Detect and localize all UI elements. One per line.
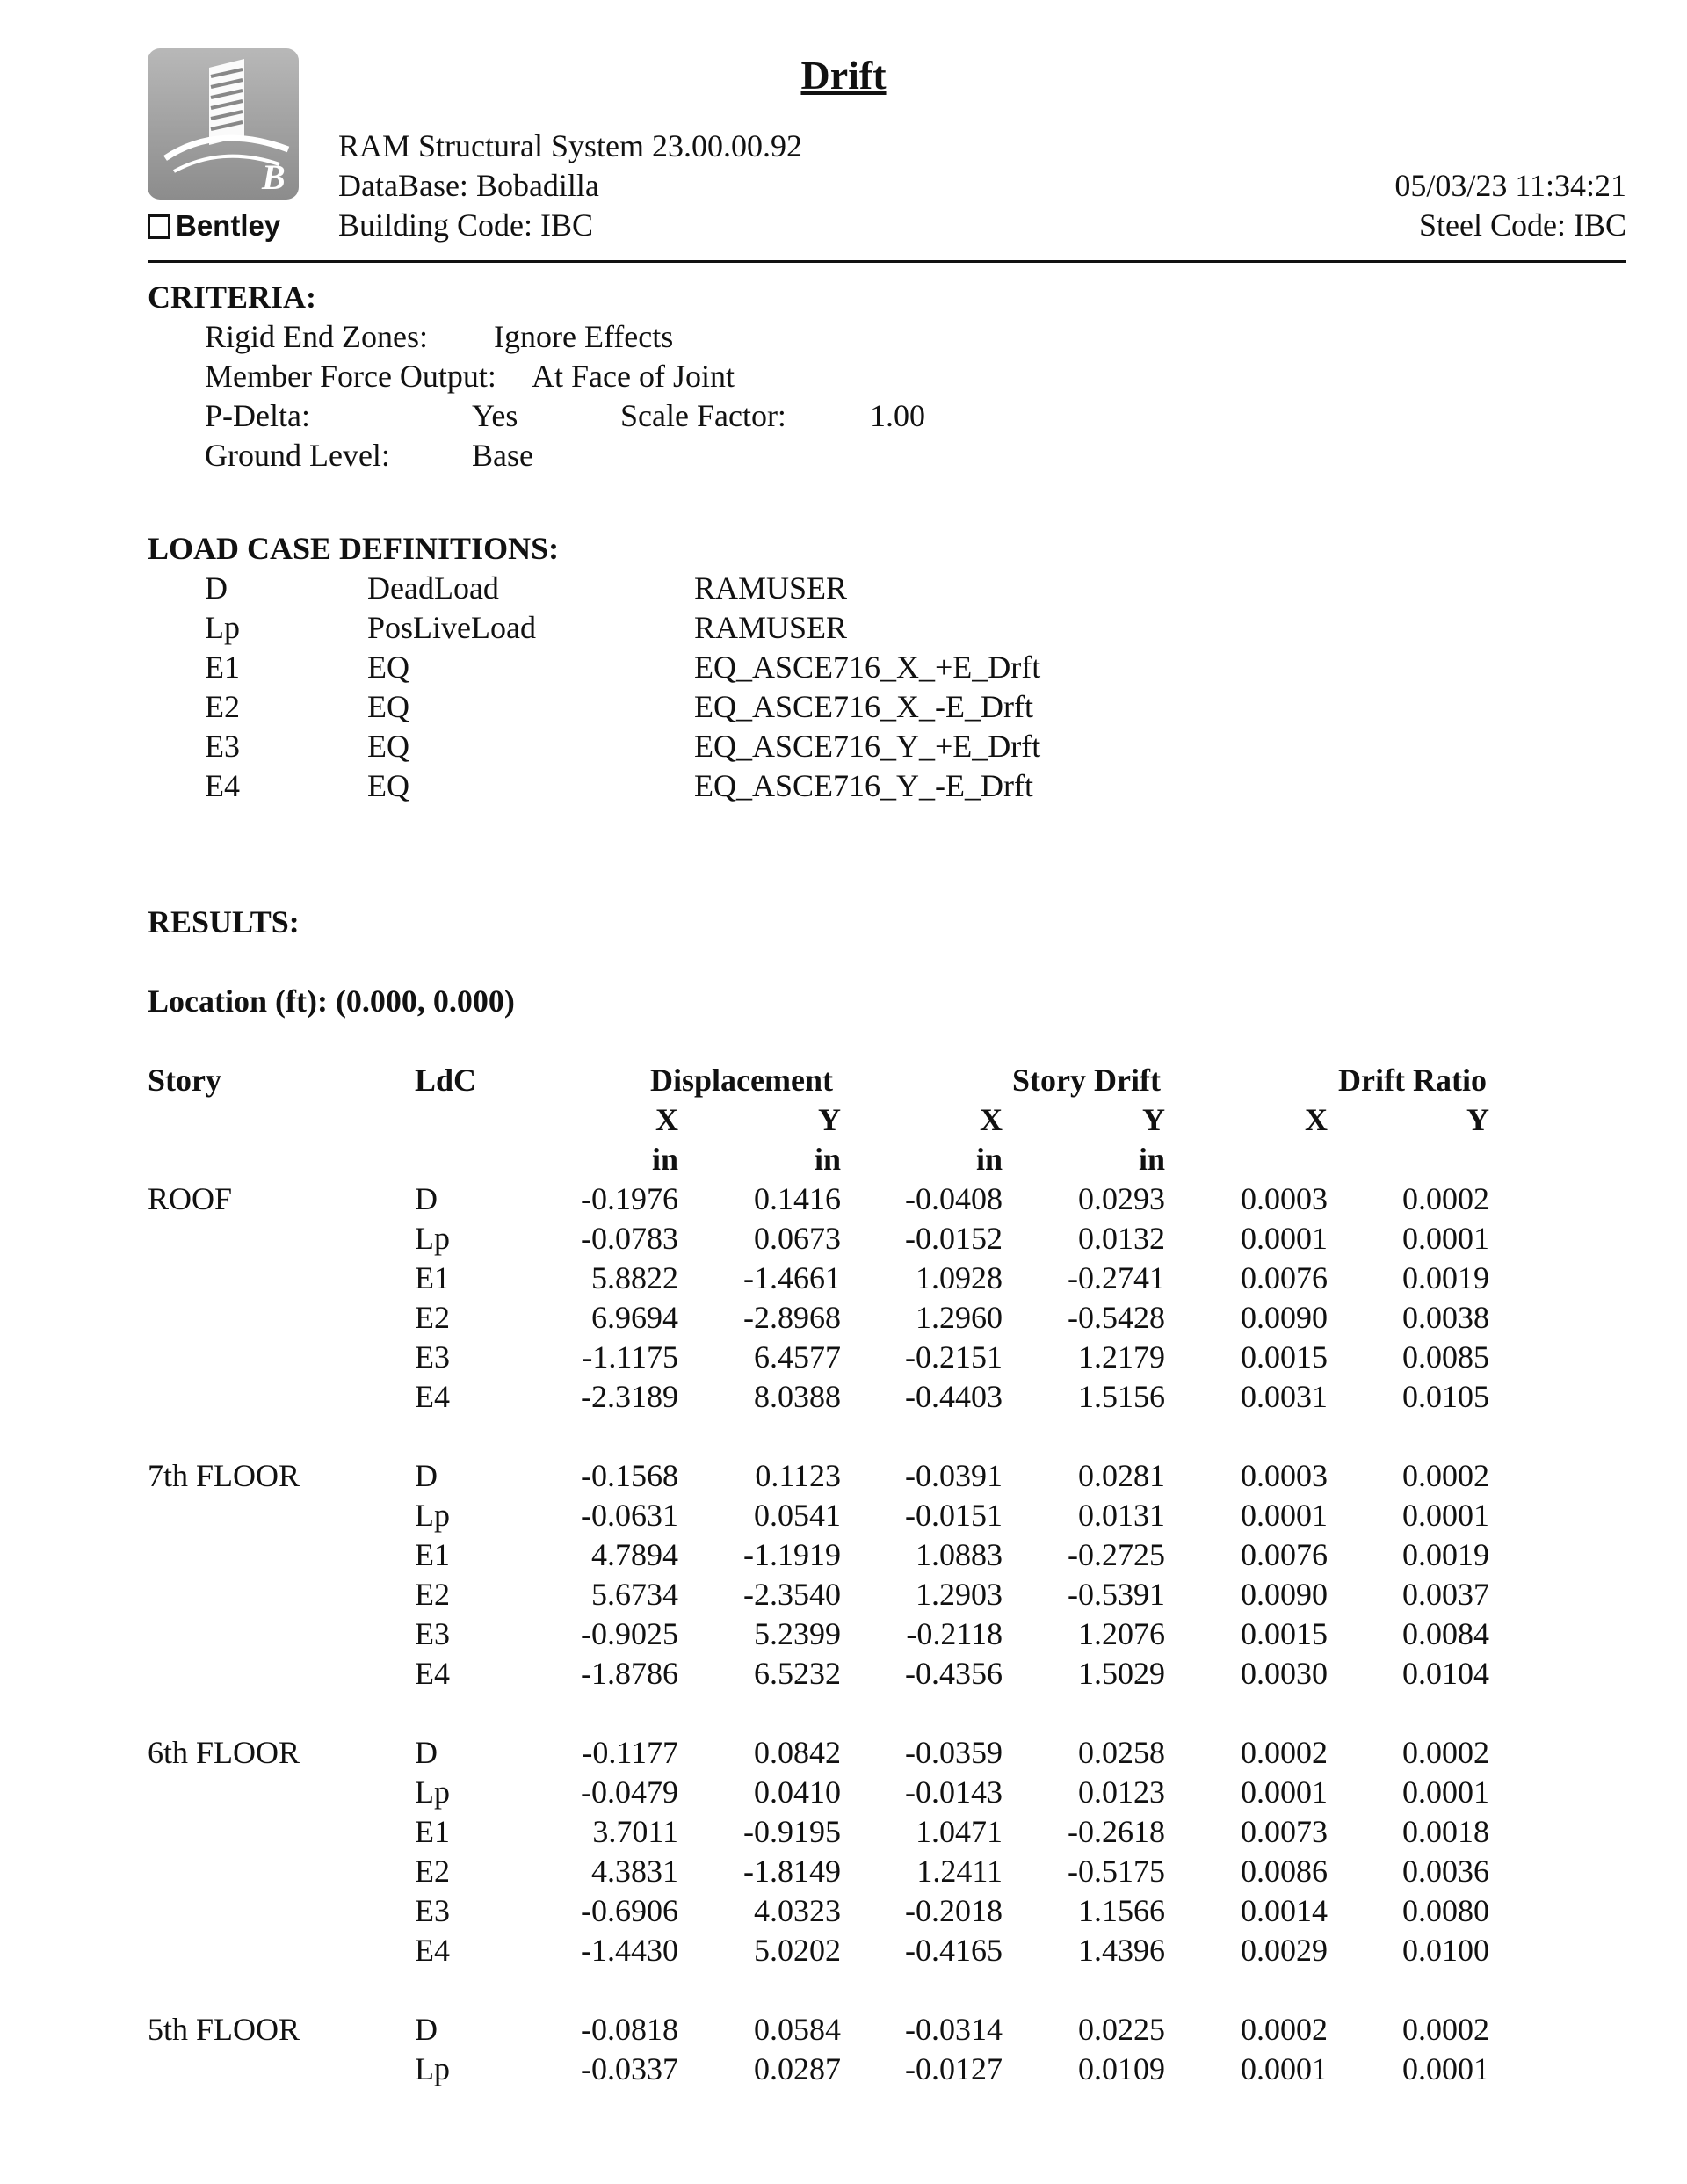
value-cell: 0.0037	[1402, 1577, 1489, 1612]
value-cell: -1.1919	[743, 1537, 841, 1572]
load-combination: E3	[415, 1893, 450, 1928]
load-case-id: Lp	[205, 610, 240, 645]
value-cell: -0.2018	[905, 1893, 1003, 1928]
value-cell: 1.0883	[916, 1537, 1003, 1572]
value-cell: 0.0003	[1241, 1458, 1328, 1493]
ground-level-label: Ground Level:	[205, 438, 390, 473]
value-cell: -0.2741	[1068, 1260, 1165, 1295]
value-cell: 0.0036	[1402, 1854, 1489, 1889]
load-combination: E2	[415, 1577, 450, 1612]
header-divider	[148, 260, 1626, 263]
value-cell: 0.0090	[1241, 1300, 1328, 1335]
rigid-end-zones-label: Rigid End Zones:	[205, 319, 428, 354]
value-cell: -1.8149	[743, 1854, 841, 1889]
value-cell: 0.0001	[1402, 1221, 1489, 1256]
database-name: DataBase: Bobadilla	[338, 168, 599, 203]
load-case-type: EQ	[367, 729, 409, 764]
load-case-name: RAMUSER	[694, 570, 848, 606]
load-combination: Lp	[415, 2051, 450, 2086]
value-cell: 0.0029	[1241, 1933, 1328, 1968]
load-case-type: EQ	[367, 649, 409, 685]
value-cell: -0.0408	[905, 1181, 1003, 1216]
value-cell: 0.0076	[1241, 1260, 1328, 1295]
value-cell: -0.9025	[581, 1616, 678, 1651]
story-name: 7th FLOOR	[148, 1458, 300, 1493]
value-cell: -0.2151	[905, 1339, 1003, 1375]
load-combination: E3	[415, 1616, 450, 1651]
bentley-logo: Bentley	[148, 208, 280, 243]
value-cell: -0.1568	[581, 1458, 678, 1493]
value-cell: -0.0314	[905, 2012, 1003, 2047]
value-cell: -0.0152	[905, 1221, 1003, 1256]
load-combination: E2	[415, 1300, 450, 1335]
value-cell: 0.0090	[1241, 1577, 1328, 1612]
col-subheader-unit: in	[651, 1142, 678, 1177]
load-combination: E3	[415, 1339, 450, 1375]
load-combination: D	[415, 1458, 438, 1493]
value-cell: 0.0104	[1402, 1656, 1489, 1691]
member-force-output-label: Member Force Output:	[205, 359, 496, 394]
value-cell: 0.0085	[1402, 1339, 1489, 1375]
load-combination: D	[415, 2012, 438, 2047]
value-cell: -0.0391	[905, 1458, 1003, 1493]
page-title: Drift	[800, 53, 887, 98]
report-datetime: 05/03/23 11:34:21	[1394, 168, 1626, 203]
value-cell: 6.5232	[754, 1656, 841, 1691]
value-cell: -0.4356	[905, 1656, 1003, 1691]
value-cell: 5.6734	[591, 1577, 678, 1612]
value-cell: 0.0080	[1402, 1893, 1489, 1928]
value-cell: -0.0479	[581, 1774, 678, 1810]
value-cell: 4.7894	[591, 1537, 678, 1572]
value-cell: 0.0673	[754, 1221, 841, 1256]
value-cell: 0.0018	[1402, 1814, 1489, 1849]
value-cell: 4.0323	[754, 1893, 841, 1928]
value-cell: -0.0818	[581, 2012, 678, 2047]
load-combination: E4	[415, 1656, 450, 1691]
load-combination: E4	[415, 1933, 450, 1968]
col-subheader-unit: in	[975, 1142, 1003, 1177]
load-combination: Lp	[415, 1774, 450, 1810]
value-cell: -0.0143	[905, 1774, 1003, 1810]
value-cell: 5.2399	[754, 1616, 841, 1651]
value-cell: -0.1177	[582, 1735, 678, 1770]
ground-level-value: Base	[472, 438, 533, 473]
col-header-story: Story	[148, 1063, 221, 1098]
value-cell: 0.0086	[1241, 1854, 1328, 1889]
value-cell: -2.8968	[743, 1300, 841, 1335]
story-name: 5th FLOOR	[148, 2012, 300, 2047]
value-cell: -0.2725	[1068, 1537, 1165, 1572]
load-combination: D	[415, 1735, 438, 1770]
load-combination: E2	[415, 1854, 450, 1889]
value-cell: -1.4430	[581, 1933, 678, 1968]
value-cell: 1.4396	[1078, 1933, 1165, 1968]
value-cell: 0.0293	[1078, 1181, 1165, 1216]
value-cell: 1.2903	[916, 1577, 1003, 1612]
value-cell: 0.0109	[1078, 2051, 1165, 2086]
load-combination: Lp	[415, 1498, 450, 1533]
program-version: RAM Structural System 23.00.00.92	[338, 128, 802, 163]
col-subheader-axis: Y	[818, 1102, 841, 1137]
value-cell: 0.0001	[1241, 1774, 1328, 1810]
load-combination: E1	[415, 1537, 450, 1572]
value-cell: 0.0001	[1241, 2051, 1328, 2086]
value-cell: -0.2118	[906, 1616, 1003, 1651]
value-cell: -1.8786	[581, 1656, 678, 1691]
value-cell: 0.0001	[1241, 1498, 1328, 1533]
value-cell: 6.4577	[754, 1339, 841, 1375]
col-subheader-axis: X	[980, 1102, 1003, 1137]
value-cell: 0.0131	[1078, 1498, 1165, 1533]
value-cell: 3.7011	[592, 1814, 678, 1849]
value-cell: -0.2618	[1068, 1814, 1165, 1849]
col-header-drift-ratio: Drift Ratio	[1338, 1063, 1487, 1098]
value-cell: 1.2076	[1078, 1616, 1165, 1651]
value-cell: -0.5428	[1068, 1300, 1165, 1335]
load-case-id: E4	[205, 768, 240, 803]
building-code: Building Code: IBC	[338, 207, 594, 243]
value-cell: 0.0225	[1078, 2012, 1165, 2047]
value-cell: 0.0031	[1241, 1379, 1328, 1414]
value-cell: 0.0287	[754, 2051, 841, 2086]
load-case-type: EQ	[367, 768, 409, 803]
value-cell: -2.3189	[581, 1379, 678, 1414]
col-header-ldc: LdC	[415, 1063, 477, 1098]
load-case-id: D	[205, 570, 228, 606]
value-cell: 0.0100	[1402, 1933, 1489, 1968]
value-cell: 1.2960	[916, 1300, 1003, 1335]
value-cell: -1.4661	[743, 1260, 841, 1295]
load-case-id: E1	[205, 649, 240, 685]
value-cell: 0.0001	[1402, 1774, 1489, 1810]
value-cell: 0.0084	[1402, 1616, 1489, 1651]
value-cell: -0.0127	[905, 2051, 1003, 2086]
value-cell: 5.8822	[591, 1260, 678, 1295]
value-cell: 1.5029	[1078, 1656, 1165, 1691]
col-subheader-axis: Y	[1466, 1102, 1489, 1137]
value-cell: 0.0015	[1241, 1616, 1328, 1651]
value-cell: -0.4165	[905, 1933, 1003, 1968]
value-cell: -2.3540	[743, 1577, 841, 1612]
load-case-name: EQ_ASCE716_X_+E_Drft	[694, 649, 1041, 685]
col-subheader-axis: Y	[1142, 1102, 1165, 1137]
load-case-name: RAMUSER	[694, 610, 848, 645]
value-cell: 6.9694	[591, 1300, 678, 1335]
value-cell: -0.0359	[905, 1735, 1003, 1770]
value-cell: -0.0151	[905, 1498, 1003, 1533]
value-cell: -1.1175	[582, 1339, 678, 1375]
value-cell: 5.0202	[754, 1933, 841, 1968]
load-combination: E1	[415, 1260, 450, 1295]
value-cell: 0.1416	[754, 1181, 841, 1216]
value-cell: 4.3831	[591, 1854, 678, 1889]
value-cell: 0.0030	[1241, 1656, 1328, 1691]
svg-text:B: B	[262, 157, 286, 197]
col-header-displacement: Displacement	[650, 1063, 833, 1098]
story-name: ROOF	[148, 1181, 233, 1216]
value-cell: 0.0002	[1402, 2012, 1489, 2047]
col-header-story-drift: Story Drift	[1012, 1063, 1161, 1098]
value-cell: 1.1566	[1078, 1893, 1165, 1928]
value-cell: -0.5175	[1068, 1854, 1165, 1889]
value-cell: 0.0584	[754, 2012, 841, 2047]
value-cell: 0.0258	[1078, 1735, 1165, 1770]
value-cell: 0.0541	[754, 1498, 841, 1533]
value-cell: 0.0132	[1078, 1221, 1165, 1256]
bentley-mark-icon	[148, 214, 170, 239]
value-cell: 0.0001	[1402, 2051, 1489, 2086]
value-cell: 0.0105	[1402, 1379, 1489, 1414]
load-case-name: EQ_ASCE716_Y_+E_Drft	[694, 729, 1041, 764]
rigid-end-zones-value: Ignore Effects	[494, 319, 674, 354]
load-combination: D	[415, 1181, 438, 1216]
value-cell: 0.0001	[1402, 1498, 1489, 1533]
value-cell: -0.5391	[1068, 1577, 1165, 1612]
value-cell: 1.0928	[916, 1260, 1003, 1295]
steel-code: Steel Code: IBC	[1419, 207, 1626, 243]
col-subheader-unit: in	[1138, 1142, 1165, 1177]
value-cell: -0.4403	[905, 1379, 1003, 1414]
value-cell: -0.9195	[743, 1814, 841, 1849]
load-case-name: EQ_ASCE716_Y_-E_Drft	[694, 768, 1033, 803]
p-delta-value: Yes	[472, 398, 518, 433]
value-cell: 0.0019	[1402, 1537, 1489, 1572]
scale-factor-label: Scale Factor:	[620, 398, 786, 433]
load-case-name: EQ_ASCE716_X_-E_Drft	[694, 689, 1033, 724]
value-cell: 1.5156	[1078, 1379, 1165, 1414]
load-case-id: E2	[205, 689, 240, 724]
value-cell: 0.0002	[1402, 1458, 1489, 1493]
scale-factor-value: 1.00	[870, 398, 925, 433]
value-cell: 0.0014	[1241, 1893, 1328, 1928]
load-case-id: E3	[205, 729, 240, 764]
value-cell: -0.6906	[581, 1893, 678, 1928]
load-combination: Lp	[415, 1221, 450, 1256]
p-delta-label: P-Delta:	[205, 398, 310, 433]
value-cell: 0.0123	[1078, 1774, 1165, 1810]
col-subheader-axis: X	[1305, 1102, 1328, 1137]
location-label: Location (ft): (0.000, 0.000)	[148, 983, 515, 1019]
value-cell: 0.0001	[1241, 1221, 1328, 1256]
value-cell: 1.0471	[916, 1814, 1003, 1849]
value-cell: -0.0337	[581, 2051, 678, 2086]
value-cell: 1.2411	[916, 1854, 1003, 1889]
value-cell: 1.2179	[1078, 1339, 1165, 1375]
load-case-type: EQ	[367, 689, 409, 724]
col-subheader-unit: in	[814, 1142, 841, 1177]
value-cell: 0.0073	[1241, 1814, 1328, 1849]
value-cell: 0.0002	[1402, 1735, 1489, 1770]
value-cell: 0.0002	[1241, 2012, 1328, 2047]
value-cell: 0.0076	[1241, 1537, 1328, 1572]
results-heading: RESULTS:	[148, 904, 300, 940]
criteria-heading: CRITERIA:	[148, 279, 317, 315]
value-cell: 8.0388	[754, 1379, 841, 1414]
load-combination: E1	[415, 1814, 450, 1849]
value-cell: 0.0842	[754, 1735, 841, 1770]
value-cell: -0.0783	[581, 1221, 678, 1256]
load-case-type: PosLiveLoad	[367, 610, 536, 645]
value-cell: 0.0038	[1402, 1300, 1489, 1335]
value-cell: 0.1123	[755, 1458, 841, 1493]
value-cell: -0.0631	[581, 1498, 678, 1533]
load-case-heading: LOAD CASE DEFINITIONS:	[148, 531, 560, 566]
value-cell: 0.0003	[1241, 1181, 1328, 1216]
member-force-output-value: At Face of Joint	[532, 359, 735, 394]
value-cell: 0.0281	[1078, 1458, 1165, 1493]
load-case-type: DeadLoad	[367, 570, 499, 606]
value-cell: 0.0015	[1241, 1339, 1328, 1375]
value-cell: 0.0410	[754, 1774, 841, 1810]
value-cell: 0.0002	[1241, 1735, 1328, 1770]
col-subheader-axis: X	[655, 1102, 678, 1137]
value-cell: 0.0002	[1402, 1181, 1489, 1216]
value-cell: 0.0019	[1402, 1260, 1489, 1295]
story-name: 6th FLOOR	[148, 1735, 300, 1770]
load-combination: E4	[415, 1379, 450, 1414]
value-cell: -0.1976	[581, 1181, 678, 1216]
